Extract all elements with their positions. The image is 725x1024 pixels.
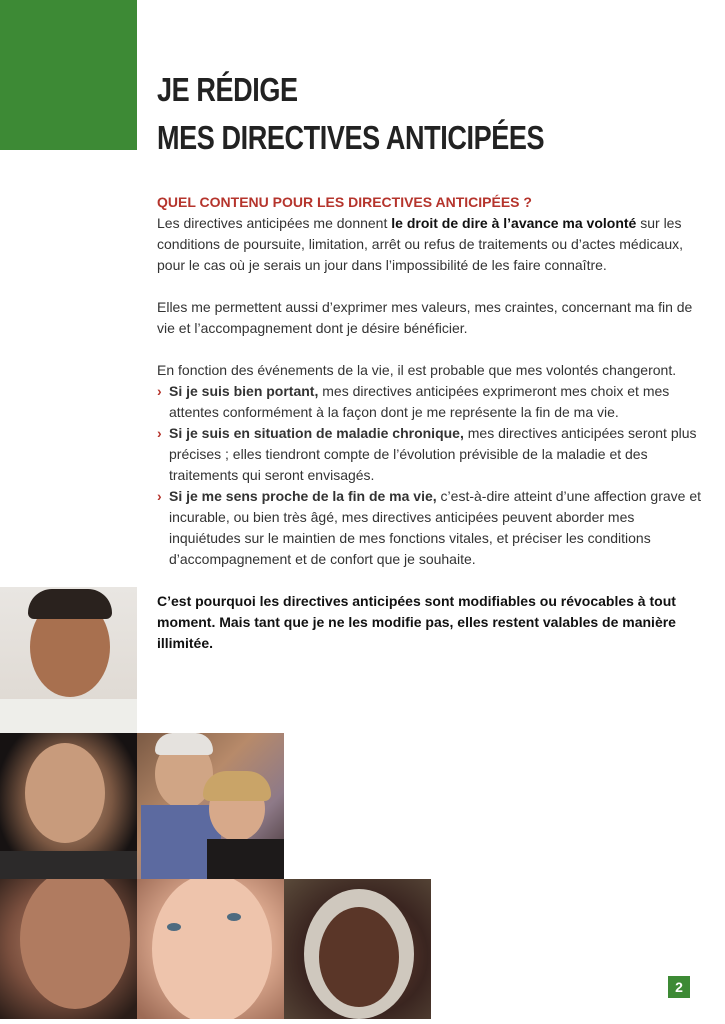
portrait-photo-young-woman bbox=[137, 879, 284, 1019]
title-line-1: JE RÉDIGE bbox=[157, 71, 298, 108]
list-item-text: mes directives anticipées seront plus précises ; elles tiendront compte de l’évolution prévisible de la maladie et des traitements qui seront envisagés. bbox=[169, 425, 697, 483]
list-item-text: c’est-à-dire atteint d’une affection grave et incurable, ou bien très âgé, mes directives anticipées peuvent aborder mes inquiétudes sur le maintien de mes fonctions vitales, et préciser les conditions d’accompagnement et de confort que je souhaite. bbox=[169, 488, 702, 567]
section-heading: QUEL CONTENU POUR LES DIRECTIVES ANTICIPÉES ? bbox=[157, 194, 532, 210]
paragraph-intro bbox=[157, 213, 702, 276]
bullet-marker: › bbox=[157, 425, 162, 441]
paragraph-values: Elles me permettent aussi d’exprimer mes valeurs, mes craintes, concernant ma fin de vie et l’accompagnement dont je désire bénéficier. bbox=[157, 299, 693, 336]
paragraph-events: En fonction des événements de la vie, il est probable que mes volontés changeront. bbox=[157, 362, 677, 378]
title-line-2: MES DIRECTIVES ANTICIPÉES bbox=[157, 119, 545, 156]
portrait-photo-elderly-woman bbox=[284, 879, 431, 1019]
bullet-marker: › bbox=[157, 383, 162, 399]
portrait-photo-elderly-man bbox=[0, 879, 137, 1019]
list-item-text: mes directives anticipées exprimeront mes choix et mes attentes conformément à la façon dont je me représente la fin de ma vie. bbox=[169, 383, 670, 420]
list-item-bold: Si je suis en situation de maladie chronique, bbox=[169, 425, 464, 441]
portrait-photo-woman bbox=[0, 733, 137, 879]
list-item bbox=[157, 381, 702, 423]
main-content bbox=[157, 192, 702, 675]
intro-text-end: sur les conditions de poursuite, limitation, arrêt ou refus de traitements ou d’actes médicaux, pour le cas où je serais un jour dans l’impossibilité de les faire connaître. bbox=[157, 215, 684, 273]
list-item-bold: Si je me sens proche de la fin de ma vie, bbox=[169, 488, 437, 504]
intro-text-start: Les directives anticipées me donnent bbox=[157, 215, 392, 231]
situation-list bbox=[157, 381, 702, 570]
green-color-block bbox=[0, 0, 137, 150]
portrait-photo-man bbox=[0, 587, 137, 733]
portrait-photo-couple bbox=[137, 733, 284, 879]
intro-bold-text: le droit de dire à l’avance ma volonté bbox=[391, 215, 637, 231]
list-item bbox=[157, 486, 702, 570]
page-title bbox=[157, 66, 544, 162]
list-item bbox=[157, 423, 702, 486]
page-number: 2 bbox=[668, 976, 690, 998]
list-item-bold: Si je suis bien portant, bbox=[169, 383, 319, 399]
conclusion-text: C’est pourquoi les directives anticipées sont modifiables ou révocables à tout moment. Mais tant que je ne les modifie pas, elles restent valables de manière illimitée. bbox=[157, 593, 676, 651]
bullet-marker: › bbox=[157, 488, 162, 504]
